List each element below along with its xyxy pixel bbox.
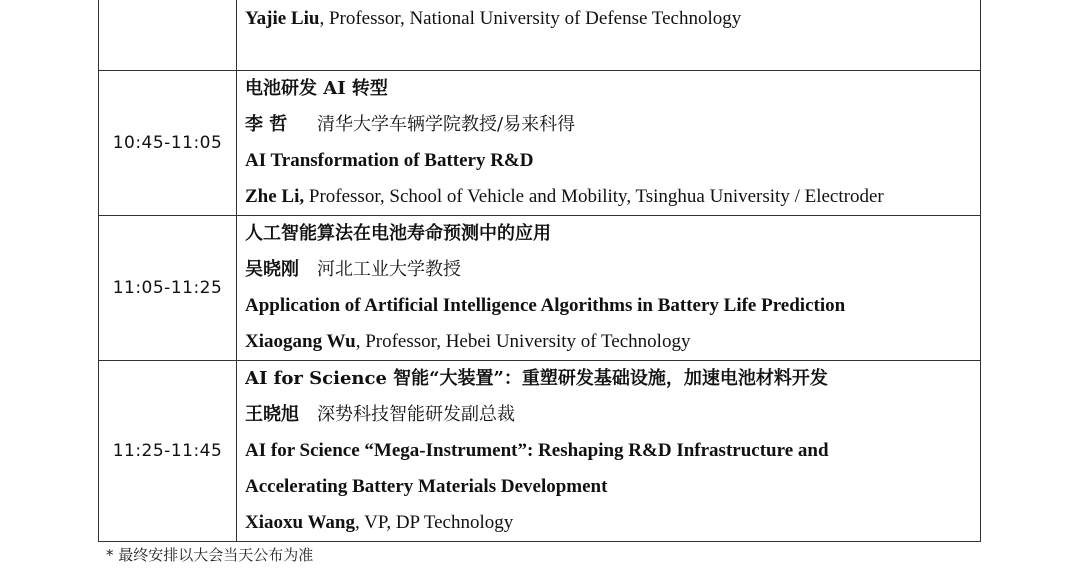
speaker-en: [245, 179, 980, 215]
speaker-zh-affiliation: 深势科技智能研发副总裁: [317, 404, 515, 425]
speaker-zh-name: 王晓旭: [245, 404, 299, 425]
speaker-en-name: Zhe Li,: [245, 186, 305, 207]
time-cell: 10:45-11:05: [99, 71, 237, 216]
speaker-zh: [245, 252, 980, 288]
talk-title-zh: 电池研发 AI 转型: [245, 78, 388, 99]
talk-title-en-line1: AI for Science “Mega-Instrument”: Reshaping R&D Infrastructure and: [245, 440, 829, 461]
table-row: [99, 216, 981, 361]
speaker-en-name: Yajie Liu: [245, 8, 320, 29]
speaker-zh: [245, 397, 980, 433]
speaker-en-affiliation: Professor, School of Vehicle and Mobility, Tsinghua University / Electroder: [304, 186, 884, 207]
time-cell: [99, 0, 237, 71]
talk-title-zh: 人工智能算法在电池寿命预测中的应用: [245, 223, 551, 244]
table-row: [99, 71, 981, 216]
speaker-en-affiliation: , Professor, National University of Defense Technology: [319, 8, 742, 29]
time-cell: 11:05-11:25: [99, 216, 237, 361]
speaker-en-name: Xiaoxu Wang: [245, 512, 355, 533]
speaker-zh-affiliation: 河北工业大学教授: [317, 259, 461, 280]
speaker-en: [245, 505, 980, 541]
speaker-en: [245, 324, 980, 360]
session-content: [237, 0, 981, 71]
session-content: [237, 71, 981, 216]
table-row: [99, 0, 981, 71]
footnote: * 最终安排以大会当天公布为准: [106, 546, 314, 564]
schedule-table: [98, 0, 981, 542]
talk-title-en: AI Transformation of Battery R&D: [245, 150, 534, 171]
session-content: [237, 216, 981, 361]
talk-title-en: Application of Artificial Intelligence Algorithms in Battery Life Prediction: [245, 295, 846, 316]
table-row: [99, 361, 981, 542]
speaker-en-affiliation: , Professor, Hebei University of Technology: [355, 331, 691, 352]
speaker-en-name: Xiaogang Wu: [245, 331, 356, 352]
speaker-zh: [245, 107, 980, 143]
talk-title-zh: AI for Science 智能“大装置”：重塑研发基础设施，加速电池材料开发: [245, 368, 828, 389]
speaker-en: [245, 0, 980, 38]
speaker-zh-affiliation: 清华大学车辆学院教授/易来科得: [317, 114, 576, 135]
speaker-zh-name: 李 哲: [245, 114, 288, 135]
talk-title-en-line2: Accelerating Battery Materials Development: [245, 476, 608, 497]
speaker-zh-name: 吴晓刚: [245, 259, 299, 280]
session-content: [237, 361, 981, 542]
speaker-en-affiliation: , VP, DP Technology: [355, 512, 514, 533]
time-cell: 11:25-11:45: [99, 361, 237, 542]
